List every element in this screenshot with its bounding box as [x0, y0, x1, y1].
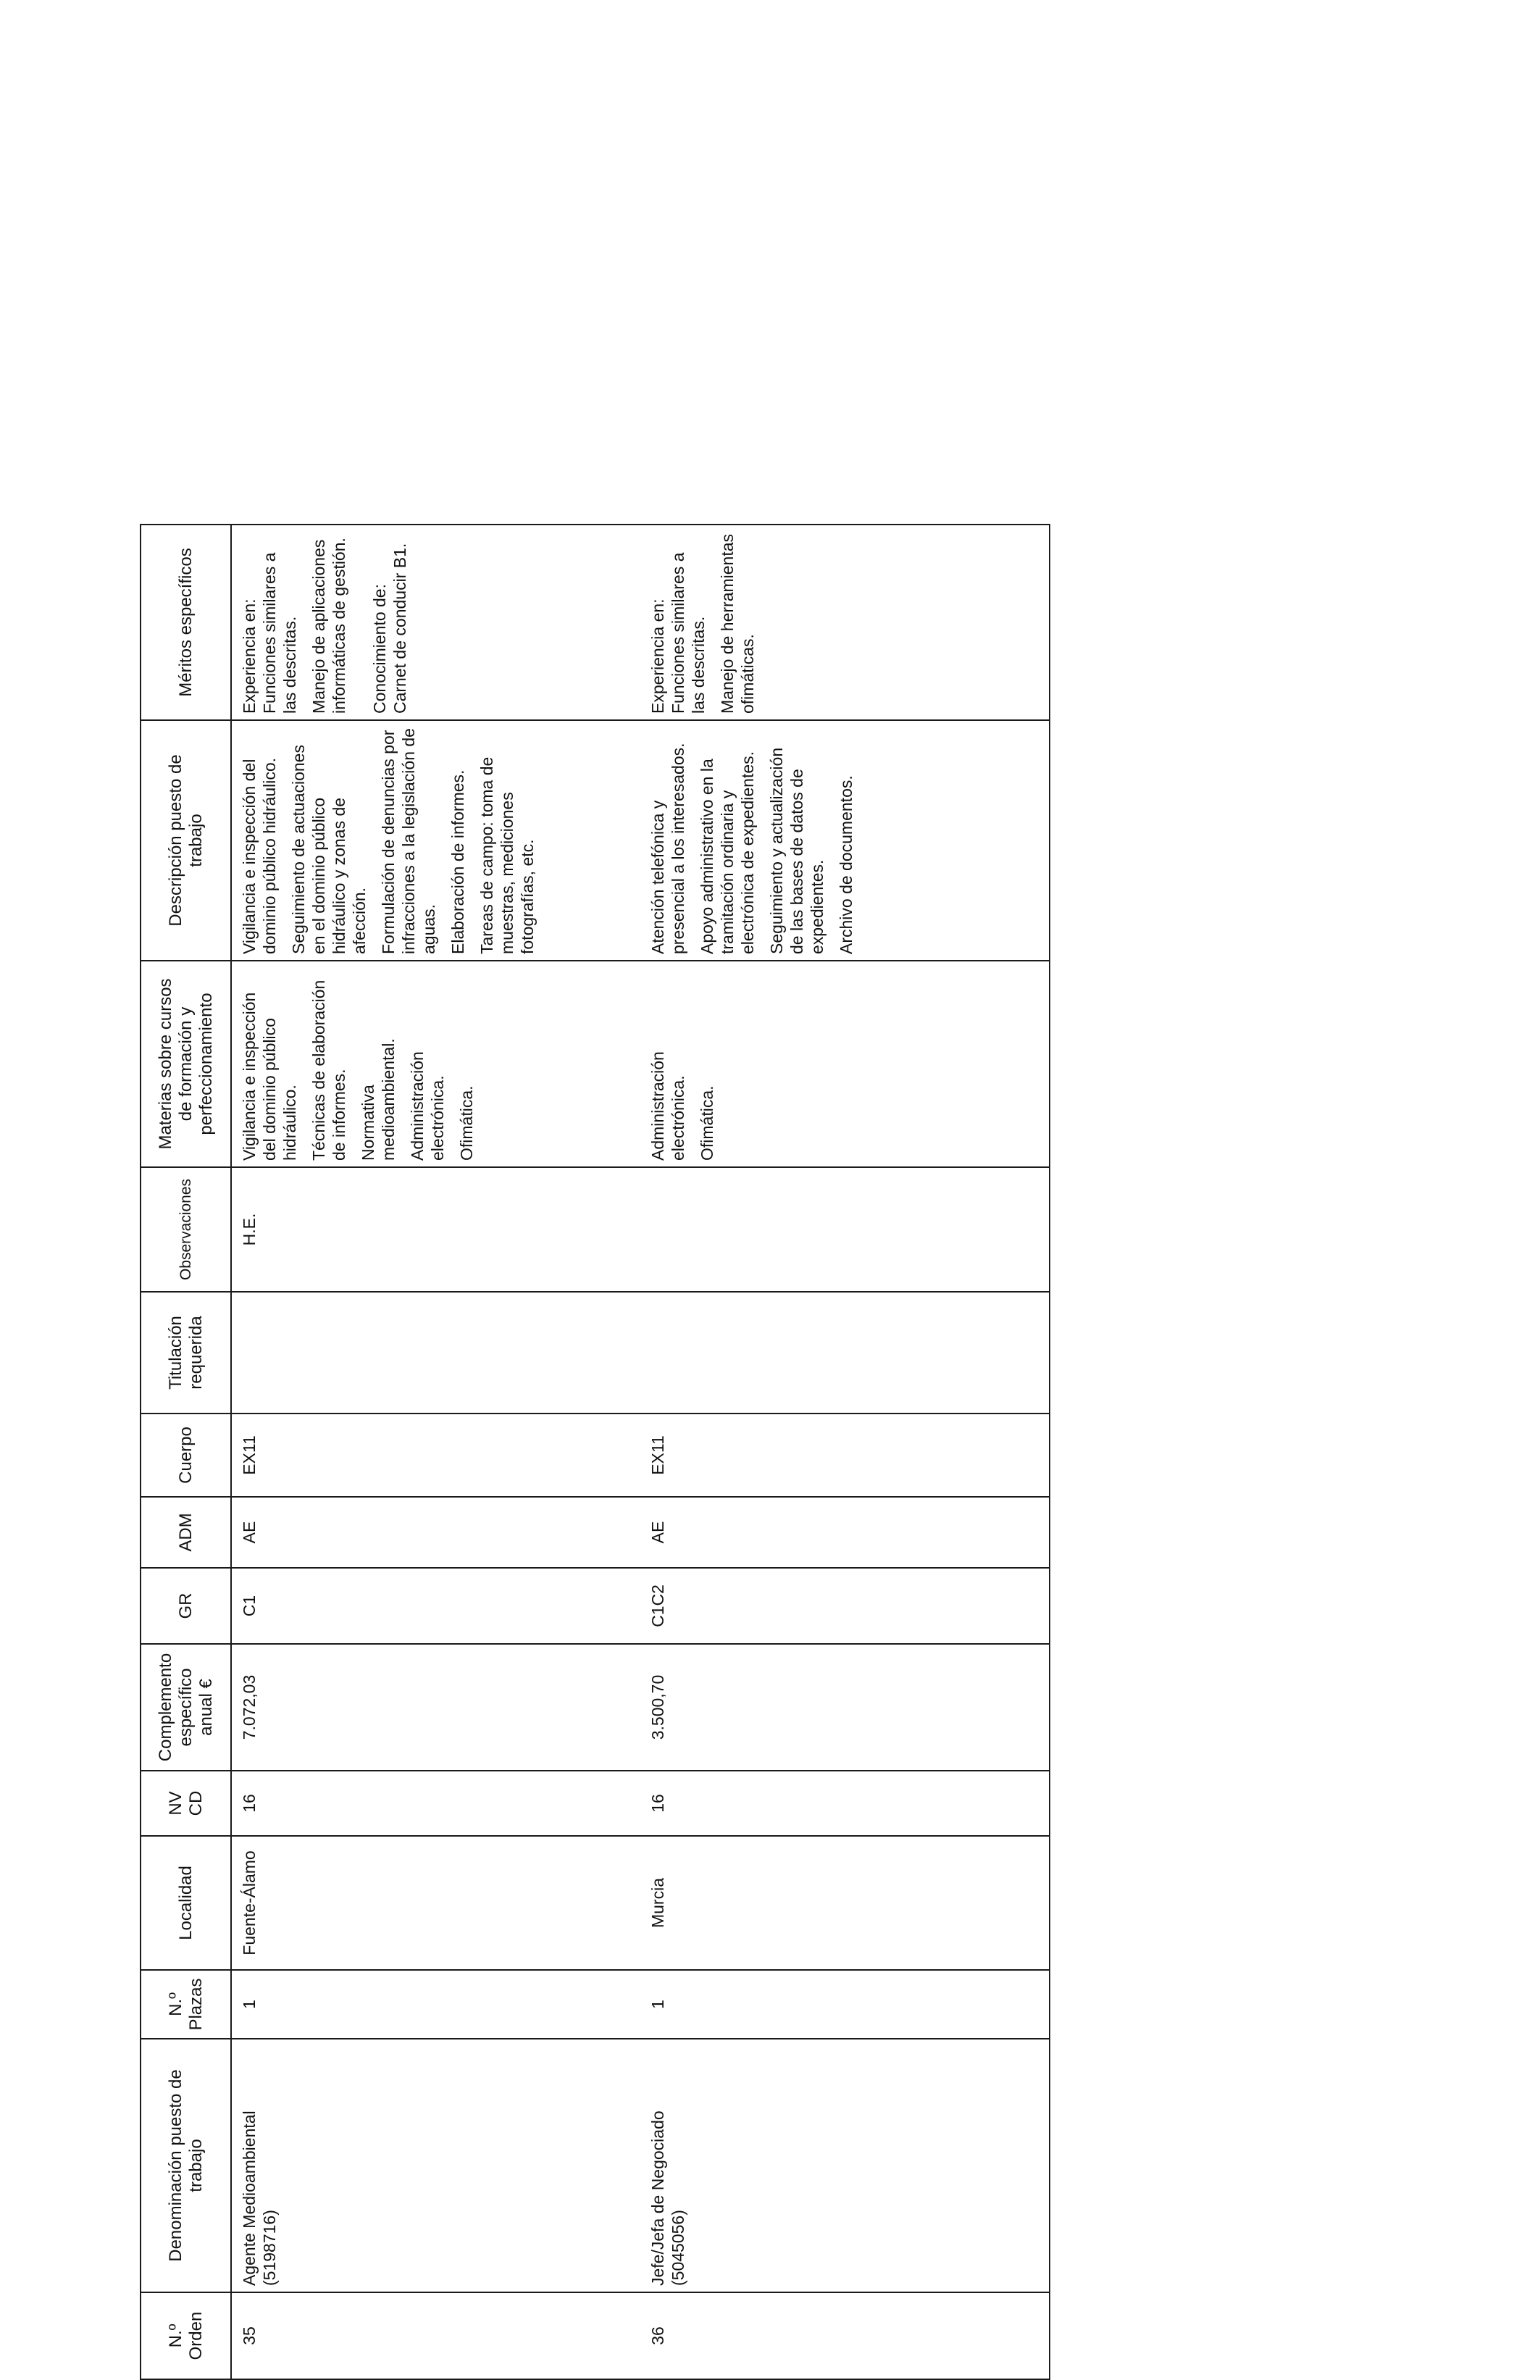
- header-orden: N.º Orden: [141, 2292, 231, 2379]
- cell-denominacion: [640, 2039, 1050, 2292]
- descripcion-item: Elaboración de informes.: [448, 769, 467, 954]
- cell-titulacion: [231, 1292, 640, 1414]
- cell-complemento: 7.072,03: [231, 1644, 640, 1771]
- descripcion-item: Archivo de documentos.: [837, 775, 855, 954]
- cell-cuerpo: EX11: [231, 1414, 640, 1497]
- cell-localidad: Murcia: [640, 1836, 1050, 1970]
- descripcion-item: Atención telefónica y presencial a los interesados.: [648, 743, 687, 954]
- job-positions-table: [140, 524, 1050, 2380]
- merito-item: Manejo de aplicaciones informáticas de gestión.: [309, 538, 348, 714]
- cell-nvcd: 16: [640, 1771, 1050, 1836]
- merito-item: Manejo de herramientas ofimáticas.: [718, 533, 757, 714]
- table-row: [231, 525, 640, 2379]
- header-cuerpo: Cuerpo: [141, 1414, 231, 1497]
- header-adm: ADM: [141, 1497, 231, 1568]
- cell-descripcion: [640, 720, 1050, 961]
- header-localidad: Localidad: [141, 1836, 231, 1970]
- merito-item: Funciones similares a las descritas.: [260, 552, 299, 714]
- table-row: [640, 525, 1050, 2379]
- merito-item: Carnet de conducir B1.: [390, 543, 409, 714]
- cell-cuerpo: EX11: [640, 1414, 1050, 1497]
- header-gr: GR: [141, 1568, 231, 1644]
- cell-gr: C1: [231, 1568, 640, 1644]
- materia-item: Administración electrónica.: [648, 1051, 687, 1161]
- cell-adm: AE: [231, 1497, 640, 1568]
- cell-observaciones: H.E.: [231, 1167, 640, 1292]
- position-code: (5198716): [260, 2210, 279, 2286]
- descripcion-item: Vigilancia e inspección del dominio público hidráulico.: [240, 757, 279, 954]
- cell-meritos: [231, 525, 640, 720]
- header-complemento: Complemento específico anual €: [141, 1644, 231, 1771]
- table-header-row: [141, 525, 231, 2379]
- header-nvcd: NV CD: [141, 1771, 231, 1836]
- header-descripcion: Descripción puesto de trabajo: [141, 720, 231, 961]
- descripcion-item: Seguimiento y actualización de las bases de datos de expedientes.: [767, 747, 827, 954]
- cell-nvcd: 16: [231, 1771, 640, 1836]
- header-meritos: Méritos específicos: [141, 525, 231, 720]
- descripcion-item: Tareas de campo: toma de muestras, mediciones fotografías, etc.: [477, 756, 537, 954]
- cell-meritos: [640, 525, 1050, 720]
- meritos-experiencia-title: Experiencia en:: [240, 598, 259, 714]
- header-titulacion: Titulación requerida: [141, 1292, 231, 1414]
- meritos-experiencia-title: Experiencia en:: [648, 598, 667, 714]
- cell-denominacion: [231, 2039, 640, 2292]
- cell-gr: C1C2: [640, 1568, 1050, 1644]
- materia-item: Ofimática.: [457, 1085, 476, 1161]
- cell-plazas: 1: [640, 1970, 1050, 2039]
- position-code: (5045056): [669, 2210, 687, 2286]
- cell-orden: 35: [231, 2292, 640, 2379]
- cell-observaciones: [640, 1167, 1050, 1292]
- position-name: Agente Medioambiental: [240, 2110, 259, 2286]
- header-denominacion: Denominación puesto de trabajo: [141, 2039, 231, 2292]
- cell-adm: AE: [640, 1497, 1050, 1568]
- descripcion-item: Formulación de denuncias por infracciones a la legislación de aguas.: [379, 728, 438, 954]
- cell-descripcion: [231, 720, 640, 961]
- header-materias: Materias sobre cursos de formación y perfeccionamiento: [141, 961, 231, 1167]
- descripcion-item: Apoyo administrativo en la tramitación ordinaria y electrónica de expedientes.: [698, 751, 757, 954]
- header-plazas: N.º Plazas: [141, 1970, 231, 2039]
- descripcion-item: Seguimiento de actuaciones en el dominio público hidráulico y zonas de afección.: [289, 745, 369, 954]
- cell-localidad: Fuente-Álamo: [231, 1836, 640, 1970]
- cell-orden: 36: [640, 2292, 1050, 2379]
- rotated-table-container: [140, 525, 953, 2380]
- merito-item: Funciones similares a las descritas.: [669, 552, 708, 714]
- position-name: Jefe/Jefa de Negociado: [648, 2110, 667, 2286]
- header-observaciones: Observaciones: [141, 1167, 231, 1292]
- materia-item: Administración electrónica.: [408, 1051, 447, 1161]
- meritos-conocimiento-title: Conocimiento de:: [370, 584, 389, 714]
- cell-materias: [231, 961, 640, 1167]
- materia-item: Técnicas de elaboración de informes.: [309, 980, 348, 1161]
- cell-titulacion: [640, 1292, 1050, 1414]
- cell-plazas: 1: [231, 1970, 640, 2039]
- cell-complemento: 3.500,70: [640, 1644, 1050, 1771]
- cell-materias: [640, 961, 1050, 1167]
- materia-item: Ofimática.: [698, 1085, 716, 1161]
- materia-item: Normativa medioambiental.: [359, 1038, 398, 1161]
- materia-item: Vigilancia e inspección del dominio público hidráulico.: [240, 992, 299, 1161]
